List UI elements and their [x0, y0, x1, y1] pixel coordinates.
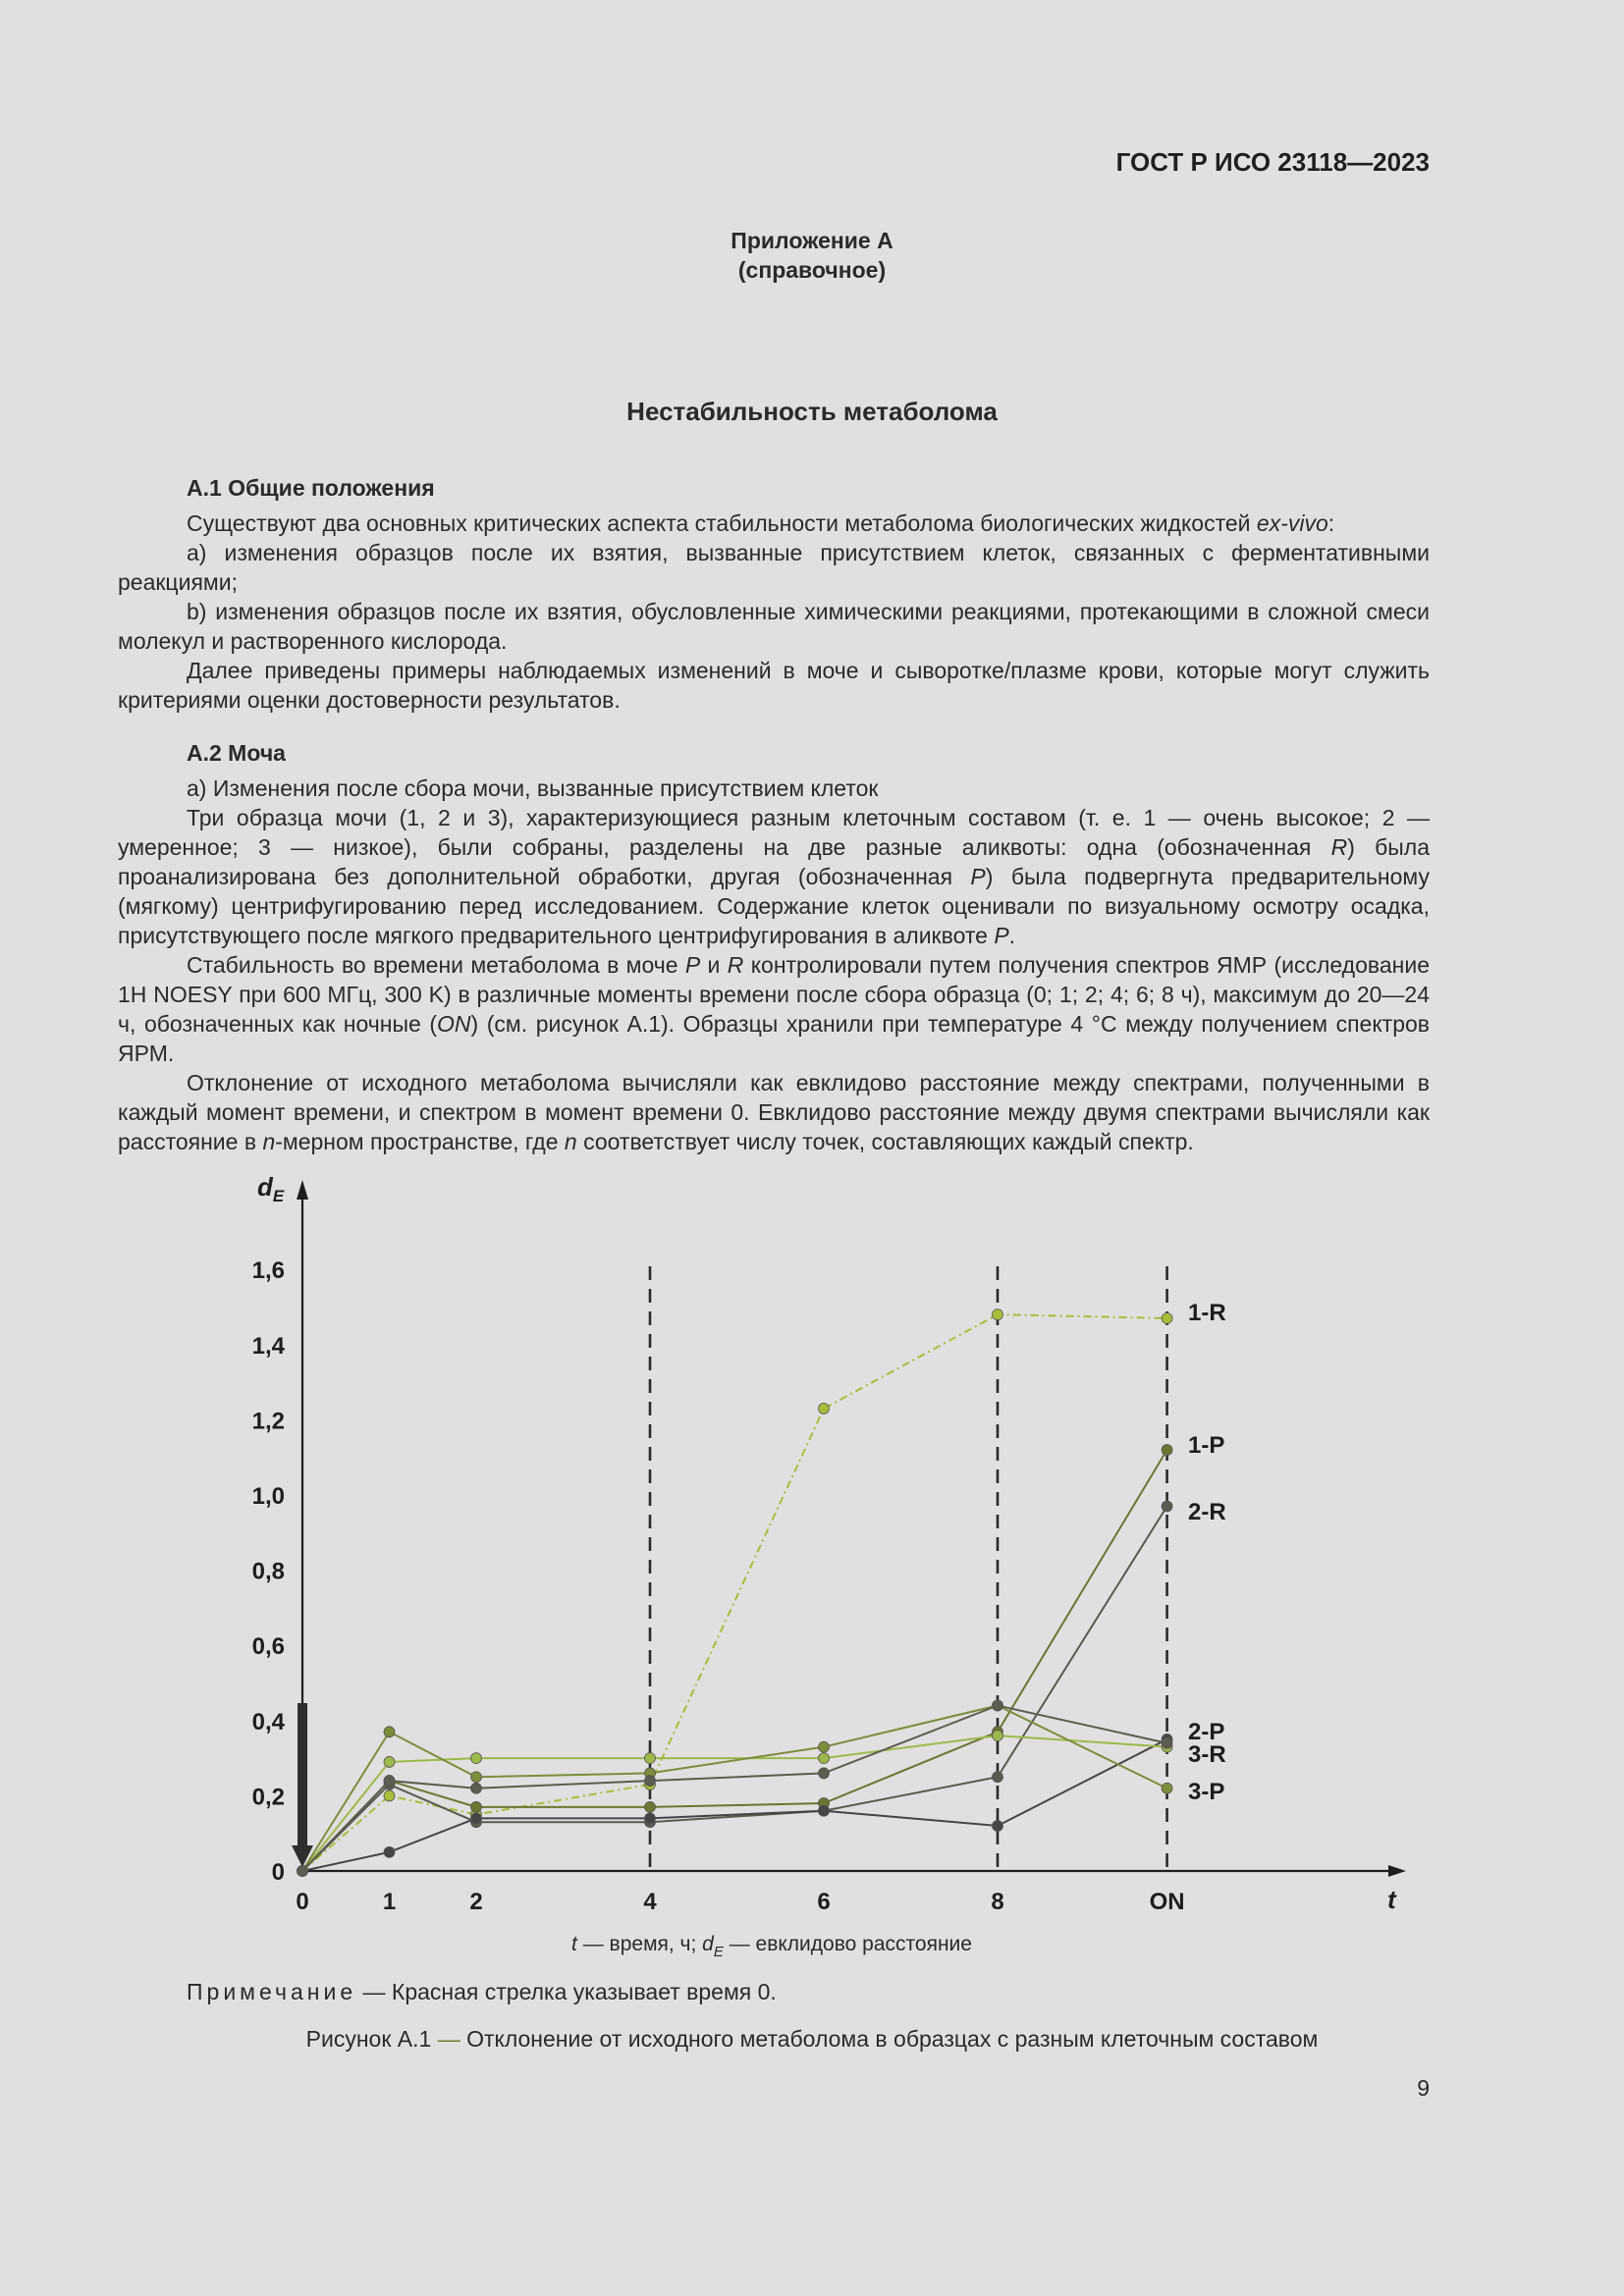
data-point [645, 1776, 656, 1787]
standard-id: ГОСТ Р ИСО 23118—2023 [1115, 147, 1430, 177]
series-label: 3-P [1188, 1779, 1225, 1805]
x-axis-description: t — время, ч; $d_E$ — евклидово расстояние [571, 1933, 972, 1960]
appendix-title: Приложение А [731, 228, 893, 253]
y-tick-label: 0,2 [251, 1784, 285, 1811]
x-tick-label: 1 [382, 1889, 397, 1915]
data-point [993, 1731, 1003, 1741]
a1-paragraph-1: Существуют два основных критических аспекта стабильности метаболома биологических жидкостей ex-vivo: [187, 510, 1335, 536]
data-point [471, 1801, 482, 1812]
series-label: 1-R [1188, 1300, 1226, 1326]
x-tick-label: 8 [991, 1889, 1004, 1915]
y-tick-label: 0,8 [251, 1558, 285, 1585]
data-point [1162, 1501, 1172, 1512]
a2-paragraph-3: Отклонение от исходного метаболома вычисляли как евклидово расстояние между спектрами, полученными в каждый момент времени, и спектром в момент времени 0. Евклидово расстояние между двумя спектрами вычисляли как расстояние в n-мерном пространстве, где n соответствует числу точек, составляющих каждый спектр. [118, 1070, 1430, 1154]
appendix-status: (справочное) [737, 257, 887, 283]
data-point [645, 1753, 656, 1764]
data-point [1162, 1445, 1172, 1456]
a2-paragraph-1: Три образца мочи (1, 2 и 3), характеризующиеся разным клеточным составом (т. е. 1 — очень высокое; 2 — умеренное; 3 — низкое), были собраны, разделены на две разные аликвоты: одна (обозначенная R) была проанализирована без дополнительной обработки, другая (обозначенная P) была подвергнута предварительному (мягкому) центрифугированию перед исследованием. Содержание клеток оценивали по визуальному осмотру осадка, присутствующего после мягкого предварительного центрифугирования в аликвоте P. [118, 805, 1430, 948]
data-point [1162, 1783, 1172, 1793]
data-point [384, 1790, 395, 1801]
data-point [993, 1821, 1003, 1832]
data-point [471, 1753, 482, 1764]
metabolome-deviation-chart [0, 1168, 1624, 1973]
x-tick-label: 2 [469, 1889, 483, 1915]
data-point [471, 1813, 482, 1824]
data-point [471, 1783, 482, 1793]
section-a2-heading: А.2 Моча [187, 740, 286, 766]
x-tick-label: 6 [817, 1889, 831, 1915]
y-tick-label: 0 [271, 1859, 285, 1886]
page-number: 9 [1417, 2075, 1430, 2101]
y-axis-arrow [297, 1180, 308, 1200]
series-line-2-R [302, 1506, 1167, 1871]
doc-title: Нестабильность метаболома [626, 397, 998, 426]
series-label: 2-P [1188, 1719, 1225, 1745]
y-tick-label: 1,6 [251, 1257, 285, 1285]
section-a2 [118, 738, 1430, 1156]
data-point [819, 1741, 830, 1752]
data-point [1162, 1737, 1172, 1748]
figure-note: Примечание — Красная стрелка указывает время 0. [187, 1979, 777, 2004]
series-line-3-P [302, 1705, 1167, 1871]
series-label: 3-R [1188, 1741, 1226, 1768]
series-label: 2-R [1188, 1499, 1226, 1525]
y-tick-label: 1,0 [251, 1483, 285, 1510]
figure-caption: Рисунок А.1 — Отклонение от исходного метаболома в образцах с разным клеточным составом [305, 2026, 1319, 2052]
data-point [384, 1776, 395, 1787]
x-tick-label: 4 [643, 1889, 657, 1915]
data-point [645, 1813, 656, 1824]
series-line-1-P [302, 1450, 1167, 1871]
section-a1-heading: А.1 Общие положения [187, 475, 435, 501]
a1-item-b: b) изменения образцов после их взятия, обусловленные химическими реакциями, протекающими в сложной смеси молекул и растворенного кислорода. [118, 599, 1430, 654]
y-tick-label: 0,4 [251, 1708, 285, 1735]
data-point [993, 1309, 1003, 1320]
data-point [471, 1772, 482, 1783]
data-point [384, 1846, 395, 1857]
a1-paragraph-2: Далее приведены примеры наблюдаемых изменений в моче и сыворотке/плазме крови, которые могут служить критериями оценки достоверности результатов. [118, 658, 1430, 713]
y-axis-label: $d_E$ [257, 1172, 285, 1205]
section-a1 [118, 473, 1430, 715]
data-point [384, 1727, 395, 1737]
x-axis-arrow [1388, 1865, 1406, 1877]
data-point [645, 1801, 656, 1812]
data-point [993, 1700, 1003, 1711]
x-tick-label: 0 [296, 1889, 309, 1915]
data-point [993, 1772, 1003, 1783]
y-tick-label: 0,6 [251, 1633, 285, 1661]
data-point [1162, 1312, 1172, 1323]
time-zero-arrow-shaft [298, 1703, 307, 1850]
data-point [819, 1805, 830, 1816]
series-label: 1-P [1188, 1432, 1225, 1459]
data-point [384, 1756, 395, 1767]
y-tick-label: 1,2 [251, 1408, 285, 1435]
data-point [819, 1403, 830, 1414]
x-tick-label: ON [1149, 1889, 1185, 1915]
data-point [819, 1768, 830, 1779]
y-tick-label: 1,4 [251, 1332, 285, 1360]
series-line-1-R [302, 1314, 1167, 1871]
a2-item-a: a) Изменения после сбора мочи, вызванные присутствием клеток [187, 775, 879, 801]
a1-item-a: a) изменения образцов после их взятия, вызванные присутствием клеток, связанных с ферментативными реакциями; [118, 540, 1430, 595]
data-point [819, 1753, 830, 1764]
a2-paragraph-2: Стабильность во времени метаболома в моче P и R контролировали путем получения спектров ЯМР (исследование 1H NOESY при 600 МГц, 300 K) в различные моменты времени после сбора образца (0; 1; 2; 4; 6; 8 ч), максимум до 20—24 ч, обозначенных как ночные (ON) (см. рисунок А.1). Образцы хранили при температуре 4 °С между получением спектров ЯРМ. [118, 952, 1431, 1066]
series-line-unlabeled [302, 1705, 1167, 1871]
data-point [298, 1866, 308, 1877]
x-axis-symbol: t [1387, 1885, 1396, 1914]
